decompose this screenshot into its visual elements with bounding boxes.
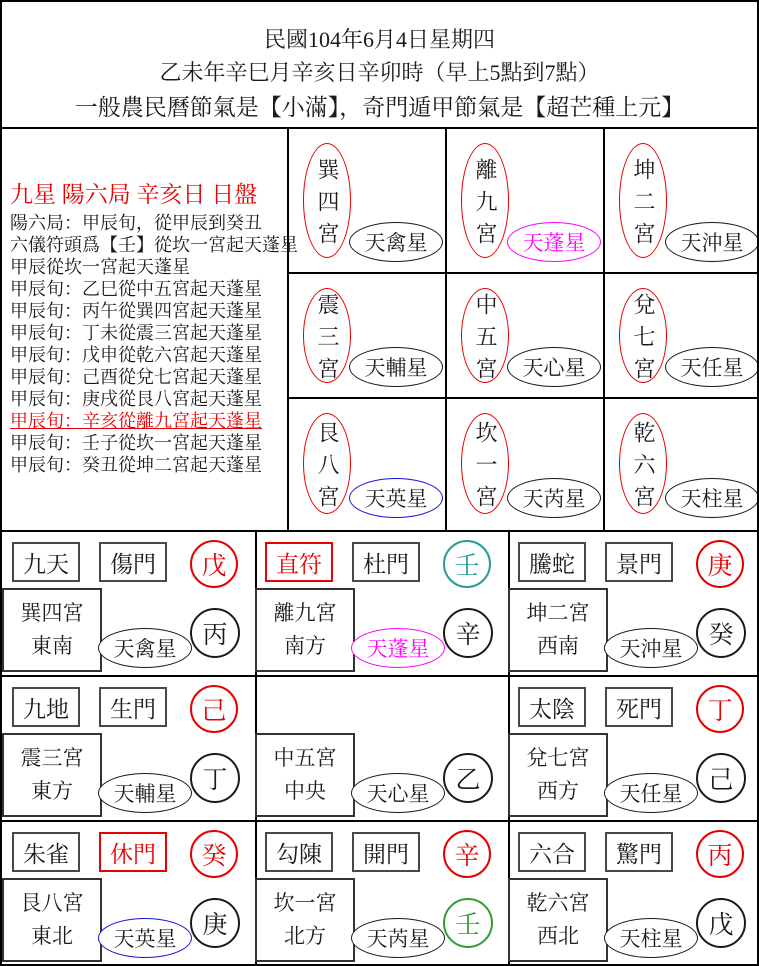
detail-cell-li9	[257, 532, 506, 673]
heaven-stem-bottom: 丙	[190, 608, 240, 658]
star-oval: 天沖星	[665, 222, 759, 262]
door-box: 開門	[352, 832, 420, 872]
deity-box: 九天	[12, 542, 80, 582]
deity-box: 太陰	[518, 687, 586, 727]
panel-line: 陽六局：甲辰旬，從甲辰到癸丑	[10, 213, 262, 233]
deity-box: 直符	[265, 542, 333, 582]
deity-box: 六合	[518, 832, 586, 872]
palace-cell-qian6	[605, 399, 759, 528]
heaven-stem-top: 壬	[443, 540, 491, 588]
star-oval: 天心星	[507, 347, 601, 387]
door-box: 傷門	[99, 542, 167, 582]
star-oval: 天任星	[665, 347, 759, 387]
heaven-stem-bottom: 壬	[443, 898, 493, 948]
palace-cell-kun2	[605, 129, 759, 272]
star-oval: 天蓬星	[507, 222, 601, 262]
detail-cell-xun4	[4, 532, 253, 673]
header-solarterm-line: 一般農民曆節氣是【小滿】，奇門遁甲節氣是【超芒種上元】	[74, 95, 685, 120]
panel-line: 六儀符頭爲【壬】從坎一宮起天蓬星	[10, 235, 298, 255]
left-panel	[10, 182, 480, 476]
door-box: 休門	[99, 832, 167, 872]
heaven-stem-bottom: 庚	[190, 898, 240, 948]
door-box: 驚門	[605, 832, 673, 872]
panel-line: 甲辰從坎一宮起天蓬星	[10, 257, 190, 277]
palace-direction-box: 離九宮 南方	[255, 588, 355, 672]
palace-oval: 中五宮	[461, 288, 509, 383]
palace-oval: 乾六宮	[619, 413, 667, 514]
detail-cell-dui7	[510, 677, 759, 818]
panel-line: 甲辰旬：壬子從坎一宮起天蓬星	[10, 433, 262, 453]
deity-box: 九地	[12, 687, 80, 727]
star-oval: 天任星	[604, 773, 698, 813]
star-oval: 天英星	[98, 918, 192, 958]
detail-cell-gen8	[4, 822, 253, 964]
panel-title: 九星 陽六局 辛亥日 日盤	[10, 182, 258, 207]
heaven-stem-top: 戊	[190, 540, 238, 588]
detail-cell-zhong5	[257, 677, 506, 818]
panel-line: 甲辰旬：己酉從兌七宮起天蓬星	[10, 367, 262, 387]
detail-cell-qian6	[510, 822, 759, 964]
palace-direction-box: 兌七宮 西方	[508, 733, 608, 817]
star-oval: 天芮星	[351, 918, 445, 958]
deity-box: 朱雀	[12, 832, 80, 872]
star-oval: 天輔星	[98, 773, 192, 813]
panel-line: 甲辰旬：癸丑從坤二宮起天蓬星	[10, 455, 262, 475]
door-box: 景門	[605, 542, 673, 582]
star-oval: 天禽星	[349, 222, 443, 262]
palace-direction-box: 艮八宮 東北	[2, 878, 102, 962]
star-oval: 天柱星	[665, 478, 759, 518]
palace-oval: 兌七宮	[619, 288, 667, 383]
deity-box: 勾陳	[265, 832, 333, 872]
heaven-stem-top: 庚	[696, 540, 744, 588]
panel-line: 甲辰旬：丙午從巽四宮起天蓬星	[10, 301, 262, 321]
palace-oval: 艮八宮	[303, 413, 351, 514]
palace-oval: 坎一宮	[461, 413, 509, 514]
heaven-stem-bottom: 辛	[443, 608, 493, 658]
panel-line: 甲辰旬：丁未從震三宮起天蓬星	[10, 323, 262, 343]
heaven-stem-bottom: 乙	[443, 753, 493, 803]
door-box: 生門	[99, 687, 167, 727]
palace-direction-box: 坎一宮 北方	[255, 878, 355, 962]
palace-oval: 巽四宮	[303, 143, 351, 258]
palace-direction-box: 震三宮 東方	[2, 733, 102, 817]
star-oval: 天蓬星	[351, 628, 445, 668]
palace-direction-box: 巽四宮 東南	[2, 588, 102, 672]
heaven-stem-top: 癸	[190, 830, 238, 878]
palace-oval: 坤二宮	[619, 143, 667, 258]
heaven-stem-bottom: 癸	[696, 608, 746, 658]
star-oval: 天心星	[351, 773, 445, 813]
deity-box: 騰蛇	[518, 542, 586, 582]
heaven-stem-top: 己	[190, 685, 238, 733]
detail-cell-kun2	[510, 532, 759, 673]
detail-cell-zhen3	[4, 677, 253, 818]
star-oval: 天輔星	[349, 347, 443, 387]
star-oval: 天芮星	[507, 478, 601, 518]
star-oval: 天禽星	[98, 628, 192, 668]
palace-direction-box: 坤二宮 西南	[508, 588, 608, 672]
palace-oval: 震三宮	[303, 288, 351, 383]
header-date-line: 民國104年6月4日星期四	[263, 27, 495, 52]
heaven-stem-top: 丁	[696, 685, 744, 733]
panel-line: 甲辰旬：庚戌從艮八宮起天蓬星	[10, 389, 262, 409]
heaven-stem-bottom: 戊	[696, 898, 746, 948]
panel-line: 甲辰旬：乙巳從中五宮起天蓬星	[10, 279, 262, 299]
heaven-stem-top: 辛	[443, 830, 491, 878]
star-oval: 天英星	[349, 478, 443, 518]
detail-cell-kan1	[257, 822, 506, 964]
door-box: 杜門	[352, 542, 420, 582]
heaven-stem-bottom: 丁	[190, 753, 240, 803]
heaven-stem-bottom: 己	[696, 753, 746, 803]
panel-line-highlighted: 甲辰旬：辛亥從離九宮起天蓬星	[10, 411, 262, 431]
header-ganzhi-line: 乙未年辛巳月辛亥日辛卯時（早上5點到7點）	[159, 60, 600, 85]
palace-oval: 離九宮	[461, 143, 509, 258]
panel-line: 甲辰旬：戊申從乾六宮起天蓬星	[10, 345, 262, 365]
star-oval: 天沖星	[604, 628, 698, 668]
palace-cell-dui7	[605, 274, 759, 397]
door-box: 死門	[605, 687, 673, 727]
palace-direction-box: 乾六宮 西北	[508, 878, 608, 962]
star-oval: 天柱星	[604, 918, 698, 958]
heaven-stem-top: 丙	[696, 830, 744, 878]
palace-direction-box: 中五宮 中央	[255, 733, 355, 817]
